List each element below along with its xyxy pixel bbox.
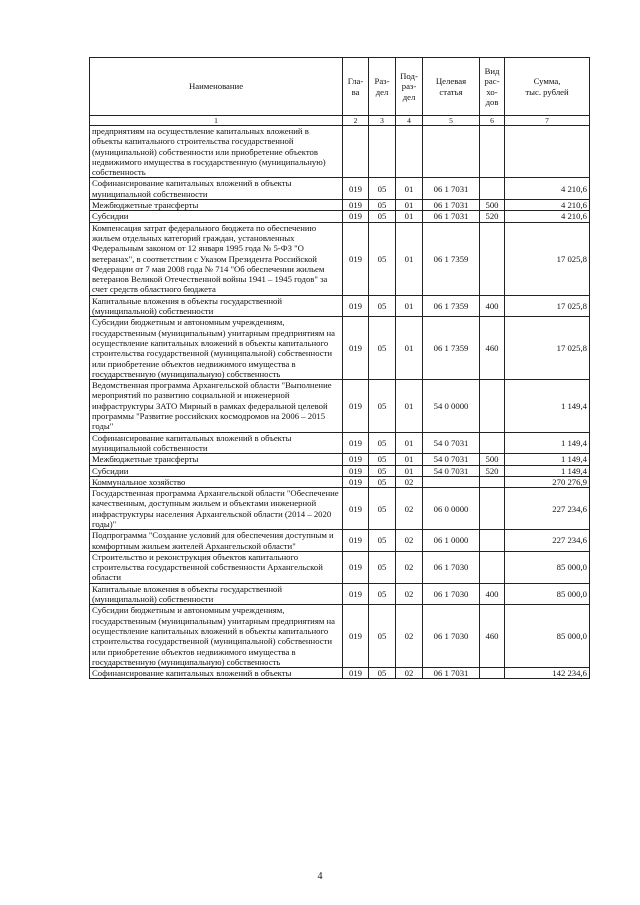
- row-razdel: 05: [369, 605, 396, 668]
- row-glava: [343, 126, 369, 178]
- header-name: Наименование: [90, 58, 343, 116]
- row-target: 06 1 7031: [423, 668, 480, 679]
- row-vid: [480, 178, 505, 200]
- row-razdel: 05: [369, 211, 396, 222]
- row-glava: 019: [343, 211, 369, 222]
- row-name: Государственная программа Архангельской области "Обеспечение качественным, доступным жильем и объектами инженерной инфраструктуры населения Архангельской области (2014 – 2020 годы)": [90, 488, 343, 530]
- row-amount: 85 000,0: [505, 551, 590, 583]
- row-vid: [480, 380, 505, 432]
- row-glava: 019: [343, 380, 369, 432]
- row-glava: 019: [343, 178, 369, 200]
- row-amount: 142 234,6: [505, 668, 590, 679]
- row-target: 06 1 7031: [423, 178, 480, 200]
- row-vid: [480, 432, 505, 454]
- row-podrazdel: 01: [396, 178, 423, 200]
- row-podrazdel: 01: [396, 317, 423, 380]
- row-razdel: 05: [369, 476, 396, 487]
- row-vid: 400: [480, 583, 505, 605]
- row-target: 06 1 7031: [423, 211, 480, 222]
- row-podrazdel: 01: [396, 432, 423, 454]
- row-vid: 500: [480, 200, 505, 211]
- row-target: 06 1 7359: [423, 295, 480, 317]
- table-row: [90, 222, 590, 295]
- row-razdel: 05: [369, 295, 396, 317]
- column-number: 5: [423, 116, 480, 126]
- row-glava: 019: [343, 222, 369, 295]
- row-target: 06 1 0000: [423, 530, 480, 552]
- row-razdel: 05: [369, 530, 396, 552]
- row-razdel: 05: [369, 200, 396, 211]
- row-glava: 019: [343, 317, 369, 380]
- row-glava: 019: [343, 488, 369, 530]
- row-podrazdel: 02: [396, 583, 423, 605]
- table-row: [90, 551, 590, 583]
- table-row: [90, 178, 590, 200]
- row-vid: 460: [480, 605, 505, 668]
- row-amount: 1 149,4: [505, 380, 590, 432]
- row-razdel: 05: [369, 222, 396, 295]
- row-target: [423, 126, 480, 178]
- table-row: [90, 380, 590, 432]
- row-podrazdel: 02: [396, 551, 423, 583]
- row-target: 54 0 7031: [423, 432, 480, 454]
- row-glava: 019: [343, 295, 369, 317]
- table-row: [90, 211, 590, 222]
- row-glava: 019: [343, 583, 369, 605]
- row-razdel: 05: [369, 465, 396, 476]
- row-amount: [505, 126, 590, 178]
- row-name: Капитальные вложения в объекты государственной (муниципальной) собственности: [90, 583, 343, 605]
- row-vid: 460: [480, 317, 505, 380]
- table-row: [90, 583, 590, 605]
- row-name: предприятиям на осуществление капитальных вложений в объекты капитального строительства государственной (муниципальной) собственности или приобретение объектов недвижимого имущества в государственную (муниципальную) собственность: [90, 126, 343, 178]
- table-row: [90, 605, 590, 668]
- row-podrazdel: 01: [396, 454, 423, 465]
- row-razdel: 05: [369, 317, 396, 380]
- row-podrazdel: [396, 126, 423, 178]
- row-name: Подпрограмма "Создание условий для обеспечения доступным и комфортным жильем жителей Архангельской области": [90, 530, 343, 552]
- row-vid: 520: [480, 211, 505, 222]
- table-row: [90, 317, 590, 380]
- table-row: [90, 465, 590, 476]
- row-podrazdel: 01: [396, 200, 423, 211]
- table-row: [90, 488, 590, 530]
- row-razdel: 05: [369, 583, 396, 605]
- row-podrazdel: 02: [396, 668, 423, 679]
- row-amount: 17 025,8: [505, 222, 590, 295]
- row-name: Капитальные вложения в объекты государственной (муниципальной) собственности: [90, 295, 343, 317]
- column-number: 4: [396, 116, 423, 126]
- row-vid: [480, 488, 505, 530]
- row-name: Субсидии бюджетным и автономным учреждениям, государственным (муниципальным) унитарным предприятиям на осуществление капитальных вложений в объекты капитального строительства государственной (муниципальной) собственности или приобретение объектов недвижимого имущества в государственную (муниципальную) собственность: [90, 605, 343, 668]
- row-amount: 85 000,0: [505, 583, 590, 605]
- budget-table: [89, 57, 590, 679]
- table-row: [90, 668, 590, 679]
- row-name: Межбюджетные трансферты: [90, 200, 343, 211]
- column-number: 7: [505, 116, 590, 126]
- table-row: [90, 476, 590, 487]
- row-name: Субсидии бюджетным и автономным учреждениям, государственным (муниципальным) унитарным предприятиям на осуществление капитальных вложений в объекты капитального строительства государственной (муниципальной) собственности или приобретение объектов недвижимого имущества в государственную (муниципальную) собственность: [90, 317, 343, 380]
- row-amount: 1 149,4: [505, 465, 590, 476]
- row-podrazdel: 02: [396, 476, 423, 487]
- row-target: [423, 476, 480, 487]
- header-vid: Вид рас- хо- дов: [480, 58, 505, 116]
- row-podrazdel: 02: [396, 530, 423, 552]
- table-row: [90, 126, 590, 178]
- row-podrazdel: 02: [396, 605, 423, 668]
- row-podrazdel: 02: [396, 488, 423, 530]
- row-target: 06 1 7359: [423, 222, 480, 295]
- row-target: 54 0 7031: [423, 465, 480, 476]
- row-vid: [480, 668, 505, 679]
- row-target: 06 1 7030: [423, 583, 480, 605]
- row-podrazdel: 01: [396, 211, 423, 222]
- row-razdel: 05: [369, 454, 396, 465]
- row-amount: 227 234,6: [505, 530, 590, 552]
- row-glava: 019: [343, 551, 369, 583]
- row-name: Софинансирование капитальных вложений в объекты муниципальной собственности: [90, 178, 343, 200]
- row-vid: [480, 530, 505, 552]
- row-glava: 019: [343, 432, 369, 454]
- row-name: Коммунальное хозяйство: [90, 476, 343, 487]
- row-vid: 400: [480, 295, 505, 317]
- row-glava: 019: [343, 465, 369, 476]
- row-vid: [480, 222, 505, 295]
- row-razdel: 05: [369, 432, 396, 454]
- row-razdel: 05: [369, 668, 396, 679]
- row-amount: 1 149,4: [505, 454, 590, 465]
- row-amount: 4 210,6: [505, 211, 590, 222]
- row-name: Межбюджетные трансферты: [90, 454, 343, 465]
- row-podrazdel: 01: [396, 295, 423, 317]
- row-razdel: 05: [369, 488, 396, 530]
- row-target: 54 0 0000: [423, 380, 480, 432]
- row-target: 06 1 7359: [423, 317, 480, 380]
- column-number-row: [90, 116, 590, 126]
- row-target: 06 1 7030: [423, 605, 480, 668]
- row-name: Ведомственная программа Архангельской области "Выполнение мероприятий по развитию социальной и инженерной инфраструктуры ЗАТО Мирный в рамках федеральной целевой программы "Развитие российских космодромов на 2006 – 2015 годы": [90, 380, 343, 432]
- row-name: Софинансирование капитальных вложений в объекты муниципальной собственности: [90, 432, 343, 454]
- row-name: Софинансирование капитальных вложений в объекты: [90, 668, 343, 679]
- row-razdel: [369, 126, 396, 178]
- row-podrazdel: 01: [396, 465, 423, 476]
- table-row: [90, 200, 590, 211]
- row-podrazdel: 01: [396, 222, 423, 295]
- row-glava: 019: [343, 200, 369, 211]
- row-amount: 4 210,6: [505, 178, 590, 200]
- row-razdel: 05: [369, 178, 396, 200]
- row-name: Субсидии: [90, 465, 343, 476]
- row-target: 06 1 7031: [423, 200, 480, 211]
- column-number: 3: [369, 116, 396, 126]
- row-glava: 019: [343, 668, 369, 679]
- row-vid: [480, 126, 505, 178]
- row-target: 54 0 7031: [423, 454, 480, 465]
- row-amount: 1 149,4: [505, 432, 590, 454]
- row-amount: 85 000,0: [505, 605, 590, 668]
- row-name: Строительство и реконструкция объектов капитального строительства государственной собственности Архангельской области: [90, 551, 343, 583]
- row-target: 06 0 0000: [423, 488, 480, 530]
- row-target: 06 1 7030: [423, 551, 480, 583]
- table-row: [90, 530, 590, 552]
- header-row: [90, 58, 590, 116]
- table-row: [90, 454, 590, 465]
- row-amount: 17 025,8: [505, 295, 590, 317]
- row-name: Субсидии: [90, 211, 343, 222]
- row-vid: 520: [480, 465, 505, 476]
- row-vid: [480, 551, 505, 583]
- header-glava: Гла- ва: [343, 58, 369, 116]
- row-razdel: 05: [369, 380, 396, 432]
- row-vid: [480, 476, 505, 487]
- row-amount: 270 276,9: [505, 476, 590, 487]
- row-amount: 17 025,8: [505, 317, 590, 380]
- row-glava: 019: [343, 605, 369, 668]
- row-razdel: 05: [369, 551, 396, 583]
- row-podrazdel: 01: [396, 380, 423, 432]
- table-row: [90, 295, 590, 317]
- row-amount: 4 210,6: [505, 200, 590, 211]
- row-glava: 019: [343, 530, 369, 552]
- header-target: Целевая статья: [423, 58, 480, 116]
- column-number: 6: [480, 116, 505, 126]
- row-amount: 227 234,6: [505, 488, 590, 530]
- row-vid: 500: [480, 454, 505, 465]
- header-razdel: Раз- дел: [369, 58, 396, 116]
- header-sum: Сумма, тыс. рублей: [505, 58, 590, 116]
- row-glava: 019: [343, 454, 369, 465]
- row-name: Компенсация затрат федерального бюджета по обеспечению жильем отдельных категорий граждан, установленных Федеральным законом от 12 января 1995 года № 5-ФЗ "О ветеранах", в соответствии с Указом Президента Российской Федерации от 7 мая 2008 года № 714 "Об обеспечении жильем ветеранов Великой Отечественной войны 1941 – 1945 годов" за счет средств областного бюджета: [90, 222, 343, 295]
- table-row: [90, 432, 590, 454]
- column-number: 2: [343, 116, 369, 126]
- row-glava: 019: [343, 476, 369, 487]
- page-number: 4: [317, 871, 323, 882]
- header-podrazdel: Под- раз- дел: [396, 58, 423, 116]
- column-number: 1: [90, 116, 343, 126]
